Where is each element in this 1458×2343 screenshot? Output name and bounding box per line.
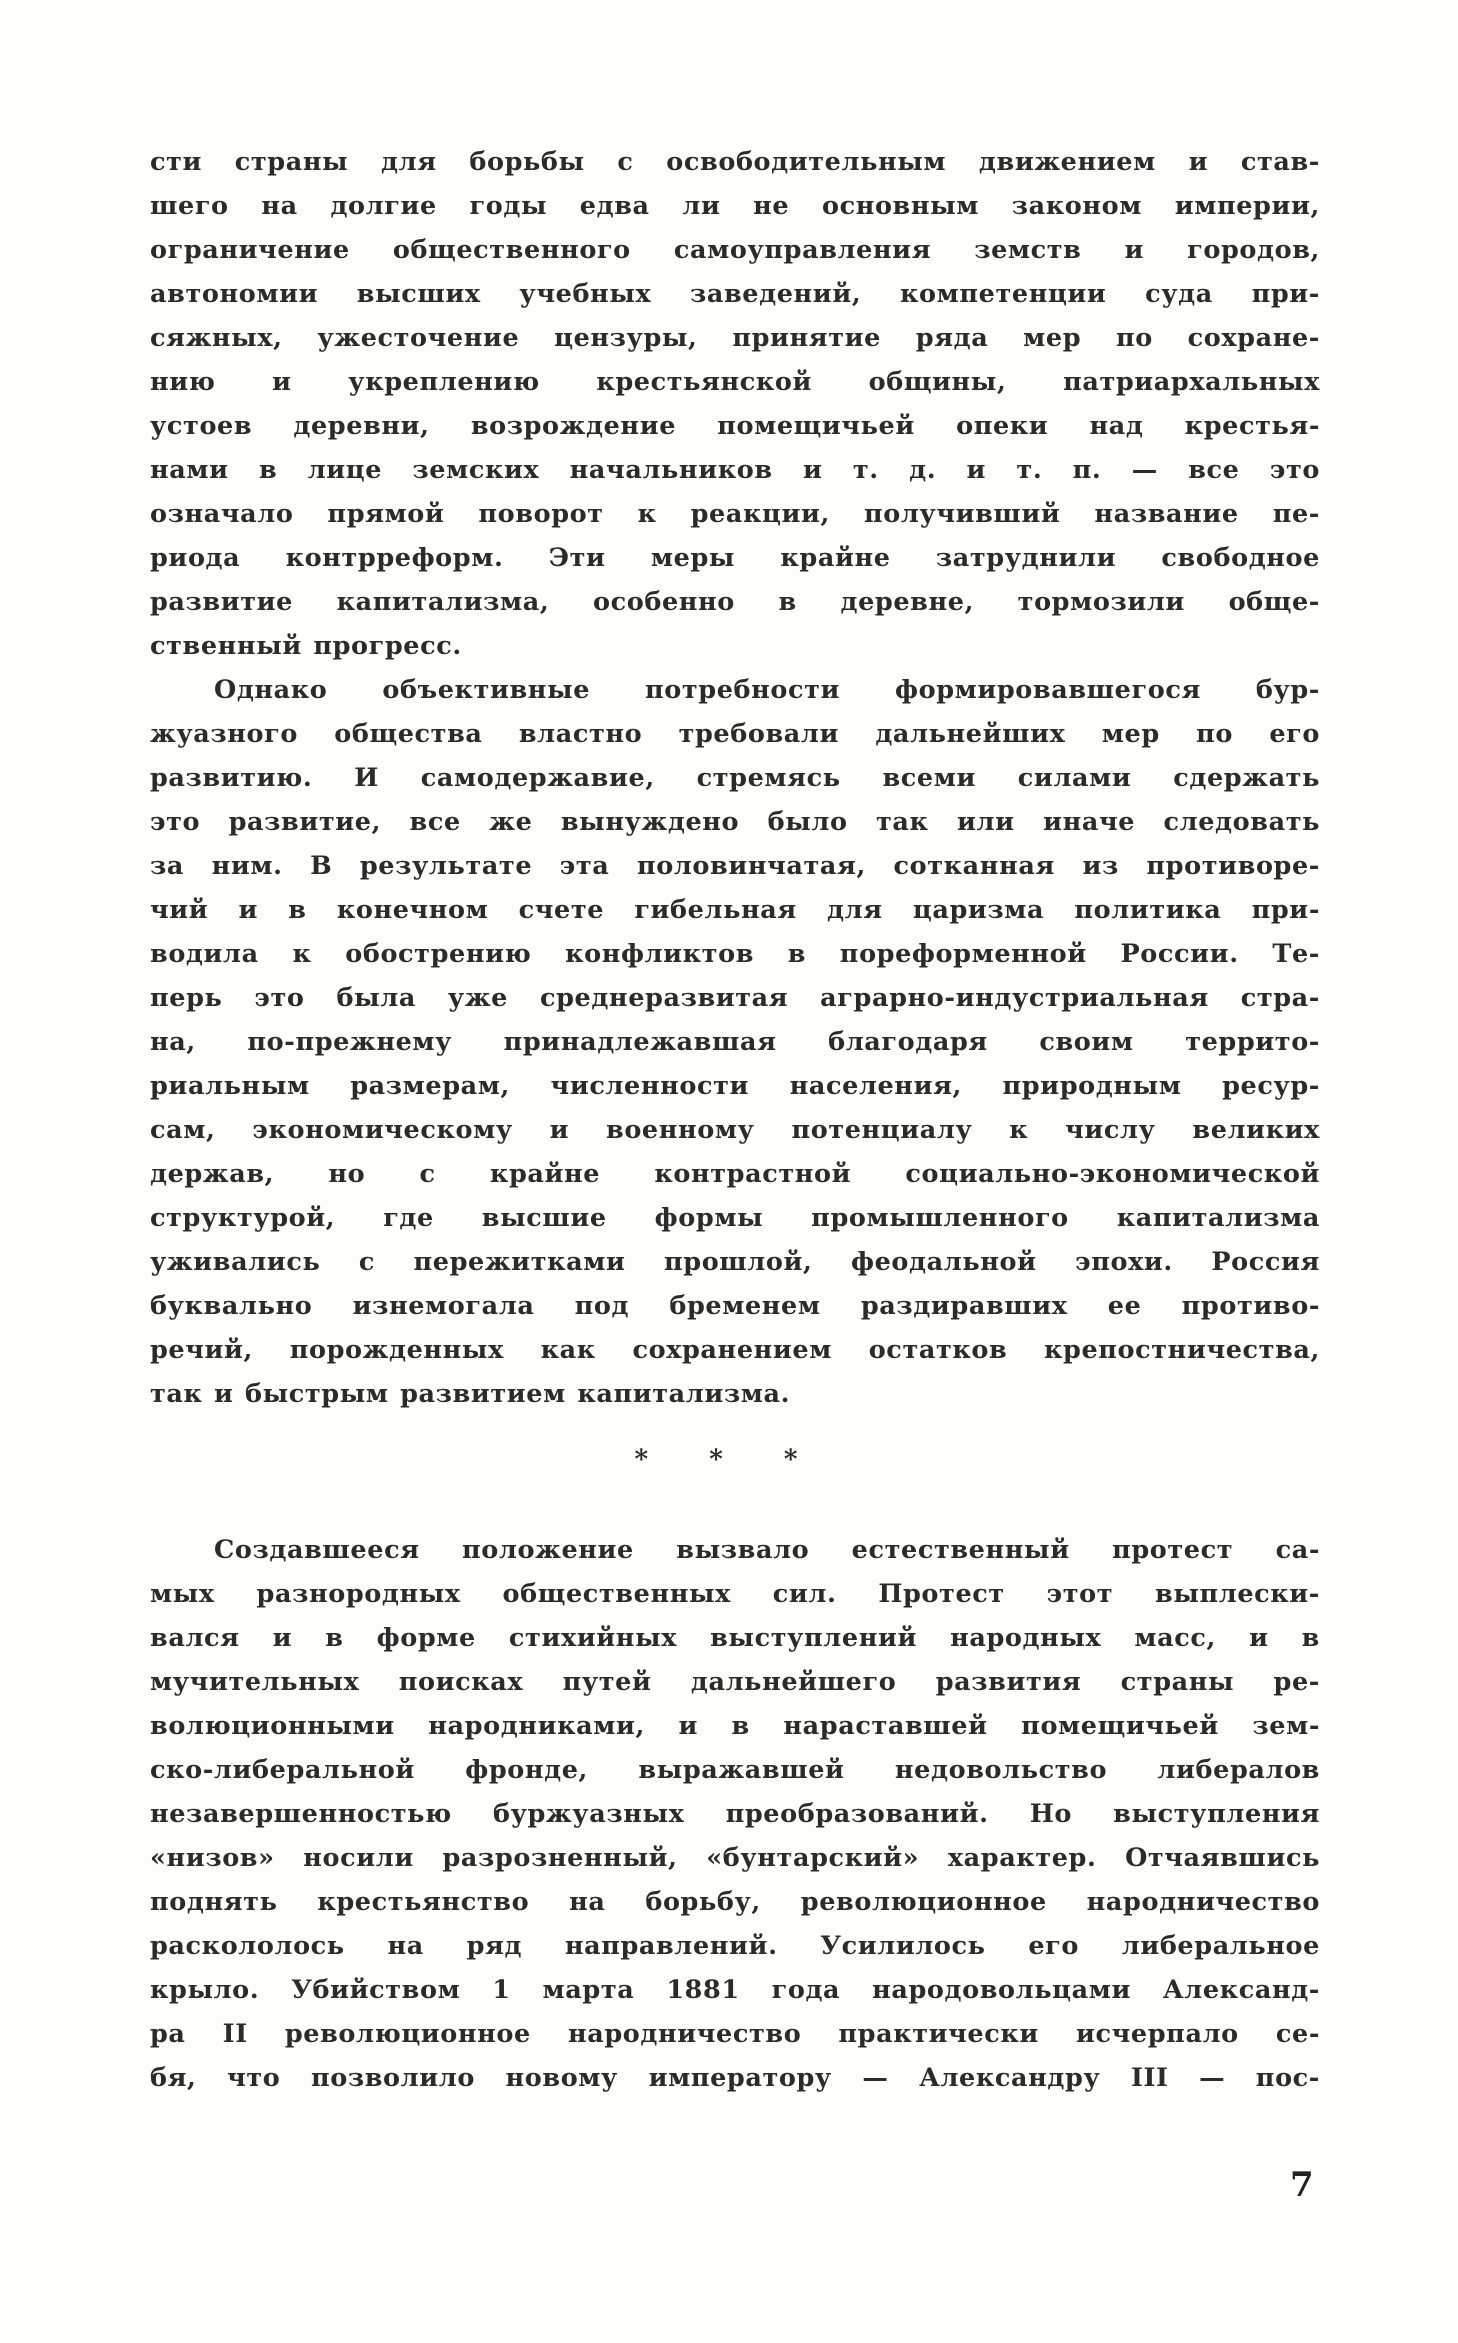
text-line: сам, экономическому и военному потенциалу к числу великих [150, 1115, 1320, 1145]
text-line: буквально изнемогала под бременем раздиравших ее противо- [150, 1291, 1320, 1321]
text-line: речий, порожденных как сохранением остатков крепостничества, [150, 1335, 1320, 1365]
page-number: 7 [1290, 2165, 1314, 2205]
text-line: за ним. В результате эта половинчатая, сотканная из противоре- [150, 851, 1320, 881]
text-line: так и быстрым развитием капитализма. [150, 1379, 791, 1409]
text-line: уживались с пережитками прошлой, феодальной эпохи. Россия [150, 1247, 1320, 1277]
text-line: нами в лице земских начальников и т. д. и т. п. — все это [150, 455, 1320, 485]
text-line: сти страны для борьбы с освободительным движением и став- [150, 147, 1320, 177]
text-line: держав, но с крайне контрастной социально-экономической [150, 1159, 1320, 1189]
text-line: раскололось на ряд направлений. Усилилось его либеральное [150, 1931, 1320, 1961]
text-line: незавершенностью буржуазных преобразований. Но выступления [150, 1799, 1320, 1829]
text-line: ра II революционное народничество практически исчерпало се- [150, 2019, 1320, 2049]
section-separator: * * * [634, 1445, 824, 1475]
text-line: волюционными народниками, и в нараставшей помещичьей зем- [150, 1711, 1320, 1741]
text-line: на, по-прежнему принадлежавшая благодаря своим террито- [150, 1027, 1320, 1057]
text-line: нию и укреплению крестьянской общины, патриархальных [150, 367, 1320, 397]
text-line: ско-либеральной фронде, выражавшей недовольство либералов [150, 1755, 1320, 1785]
text-line: крыло. Убийством 1 марта 1881 года народовольцами Александ- [150, 1975, 1320, 2005]
text-line: мых разнородных общественных сил. Протест этот выплески- [150, 1579, 1320, 1609]
text-line: устоев деревни, возрождение помещичьей опеки над крестья- [150, 411, 1320, 441]
text-line: бя, что позволило новому императору — Александру III — пос- [150, 2063, 1320, 2093]
text-block-bottom [150, 1528, 1320, 2100]
text-line: автономии высших учебных заведений, компетенции суда при- [150, 279, 1320, 309]
text-line: риода контрреформ. Эти меры крайне затруднили свободное [150, 543, 1320, 573]
text-line: ограничение общественного самоуправления земств и городов, [150, 235, 1320, 265]
text-block-top [150, 140, 1320, 1416]
text-line: ственный прогресс. [150, 631, 462, 661]
text-line: Однако объективные потребности формировавшегося бур- [214, 675, 1320, 705]
text-line: чий и в конечном счете гибельная для царизма политика при- [150, 895, 1320, 925]
text-line: структурой, где высшие формы промышленного капитализма [150, 1203, 1320, 1233]
text-line: перь это была уже среднеразвитая аграрно-индустриальная стра- [150, 983, 1320, 1013]
text-line: вался и в форме стихийных выступлений народных масс, и в [150, 1623, 1320, 1653]
text-line: поднять крестьянство на борьбу, революционное народничество [150, 1887, 1320, 1917]
text-line: шего на долгие годы едва ли не основным законом империи, [150, 191, 1320, 221]
text-line: риальным размерам, численности населения, природным ресур- [150, 1071, 1320, 1101]
text-line: водила к обострению конфликтов в пореформенной России. Те- [150, 939, 1320, 969]
text-line: развитию. И самодержавие, стремясь всеми силами сдержать [150, 763, 1320, 793]
text-line: жуазного общества властно требовали дальнейших мер по его [150, 719, 1320, 749]
text-line: это развитие, все же вынуждено было так или иначе следовать [150, 807, 1320, 837]
text-line: «низов» носили разрозненный, «бунтарский» характер. Отчаявшись [150, 1843, 1320, 1873]
text-line: Создавшееся положение вызвало естественный протест са- [214, 1535, 1320, 1565]
text-line: сяжных, ужесточение цензуры, принятие ряда мер по сохране- [150, 323, 1320, 353]
text-line: мучительных поисках путей дальнейшего развития страны ре- [150, 1667, 1320, 1697]
text-line: развитие капитализма, особенно в деревне, тормозили обще- [150, 587, 1320, 617]
text-line: означало прямой поворот к реакции, получивший название пе- [150, 499, 1320, 529]
